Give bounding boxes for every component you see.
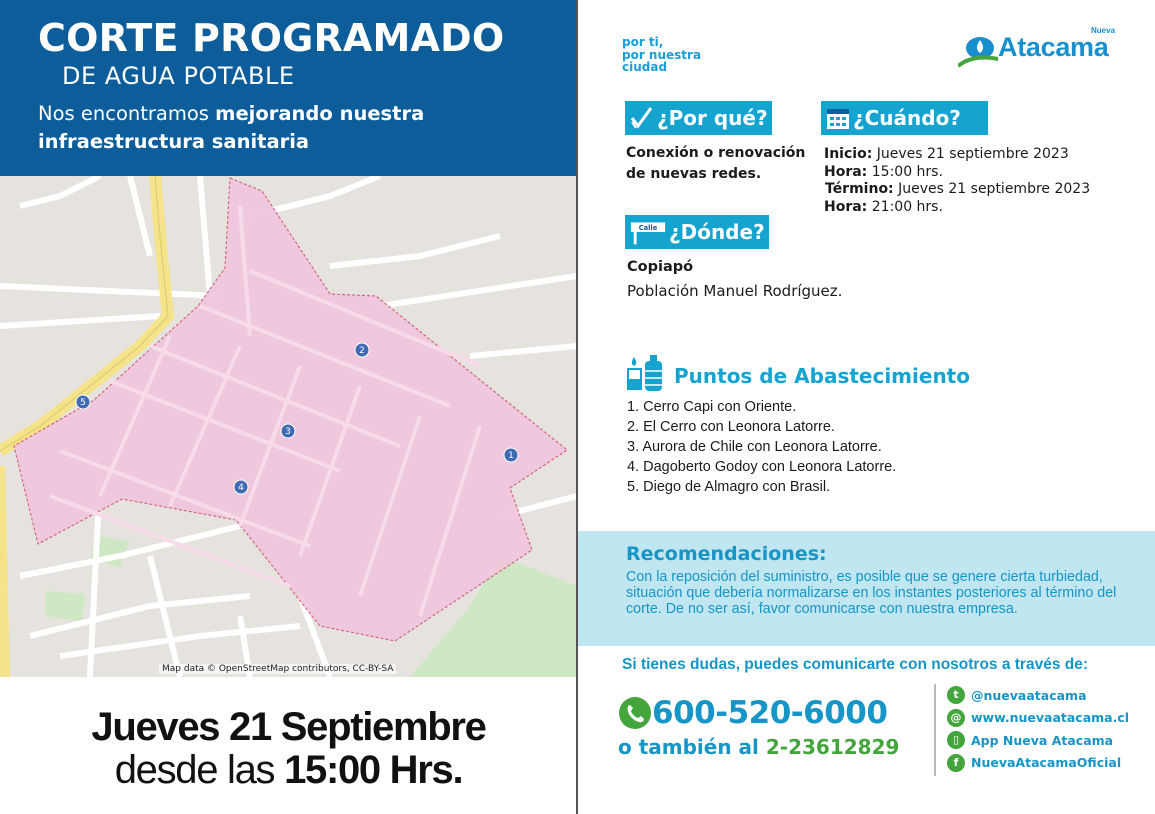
- recomendaciones-box: [578, 531, 1155, 646]
- map-canvas: [0, 176, 577, 677]
- social-app[interactable]: [947, 729, 1129, 752]
- water-bottle-icon: [626, 353, 666, 393]
- marker-3: [281, 424, 295, 438]
- checkmark-icon: [629, 104, 655, 132]
- alt-phone: [618, 735, 899, 759]
- contact-separator: [934, 684, 936, 776]
- slogan-line-3: ciudad: [622, 60, 668, 74]
- right-panel: [578, 0, 1155, 814]
- date-line-2-bold: 15:00 Hrs.: [284, 748, 463, 792]
- twitter-icon: t: [947, 686, 965, 704]
- svg-text:2: 2: [359, 346, 365, 356]
- slogan-line-1: por ti,: [622, 35, 664, 49]
- cuando-details: [824, 146, 1090, 216]
- contact-intro: Si tienes dudas, puedes comunicarte con nosotros a través de:: [622, 656, 1088, 673]
- termino-label: Término:: [825, 181, 894, 197]
- logo-tag: Nueva: [1091, 26, 1116, 35]
- hero-intro-bold: mejorando nuestra infraestructura sanitaria: [38, 102, 425, 153]
- donde-label: ¿Dónde?: [669, 220, 765, 244]
- cuando-heading: [821, 101, 988, 135]
- website-link[interactable]: www.nuevaatacama.cl: [971, 710, 1130, 726]
- web-at-icon: @: [947, 709, 965, 727]
- svg-text:3: 3: [285, 427, 291, 437]
- hero-intro: [38, 100, 558, 156]
- hora-inicio-label: Hora:: [824, 163, 868, 180]
- list-item: 5. Diego de Almagro con Brasil.: [627, 479, 831, 495]
- donde-heading: [625, 215, 769, 249]
- puntos-heading: Puntos de Abastecimiento: [674, 364, 970, 388]
- app-phone-icon: ▯: [947, 731, 965, 749]
- hero-title: CORTE PROGRAMADO: [38, 16, 505, 60]
- marker-2: [355, 343, 369, 357]
- logo-drop-icon: [958, 26, 998, 70]
- alt-phone-prefix: o también al: [618, 735, 766, 759]
- puntos-list: [627, 397, 896, 497]
- marker-4: [234, 480, 248, 494]
- map-credit[interactable]: Map data © OpenStreetMap contributors, CC-BY-SA: [159, 664, 396, 674]
- svg-text:5: 5: [80, 398, 86, 408]
- hora-termino-label: Hora:: [824, 198, 868, 215]
- logo-name: Atacama: [998, 32, 1109, 62]
- hero-banner: [0, 0, 577, 176]
- whatsapp-icon: [618, 696, 652, 730]
- svg-text:Calle: Calle: [638, 224, 658, 233]
- main-phone-number[interactable]: 600-520-6000: [652, 695, 888, 731]
- inicio-label: Inicio:: [824, 146, 873, 162]
- facebook-icon: f: [947, 754, 965, 772]
- date-line-2-normal: desde las: [114, 748, 285, 792]
- brand-slogan: [622, 36, 701, 74]
- facebook-handle[interactable]: NuevaAtacamaOficial: [971, 755, 1122, 771]
- social-twitter[interactable]: [947, 684, 1129, 707]
- date-line-2: [0, 748, 577, 793]
- marker-5: [76, 395, 90, 409]
- list-item: 2. El Cerro con Leonora Latorre.: [627, 419, 835, 435]
- date-line-1: Jueves 21 Septiembre: [91, 705, 486, 749]
- app-name[interactable]: App Nueva Atacama: [971, 732, 1114, 748]
- alt-phone-number[interactable]: 2-23612829: [765, 735, 900, 759]
- date-banner: [0, 677, 577, 814]
- inicio-value: Jueves 21 septiembre 2023: [876, 146, 1069, 162]
- hora-termino-value: 21:00 hrs.: [871, 198, 943, 215]
- social-links: [947, 684, 1129, 774]
- hero-subtitle: DE AGUA POTABLE: [62, 62, 295, 90]
- svg-text:4: 4: [238, 483, 244, 493]
- hora-inicio-value: 15:00 hrs.: [871, 163, 943, 180]
- calendar-icon: [825, 104, 851, 132]
- list-item: 4. Dagoberto Godoy con Leonora Latorre.: [627, 459, 897, 475]
- left-panel: [0, 0, 577, 814]
- social-web[interactable]: [947, 707, 1129, 730]
- street-sign-icon: [629, 218, 667, 246]
- twitter-handle[interactable]: @nuevaatacama: [971, 687, 1087, 703]
- por-que-label: ¿Por qué?: [657, 106, 768, 130]
- list-item: 1. Cerro Capi con Oriente.: [627, 399, 797, 415]
- company-logo: [958, 26, 1123, 70]
- donde-place: Población Manuel Rodríguez.: [627, 282, 843, 300]
- svg-text:1: 1: [508, 451, 514, 461]
- cuando-label: ¿Cuándo?: [853, 106, 961, 130]
- termino-value: Jueves 21 septiembre 2023: [898, 181, 1091, 197]
- list-item: 3. Aurora de Chile con Leonora Latorre.: [627, 439, 882, 455]
- outage-map[interactable]: [0, 176, 577, 677]
- hero-intro-normal: Nos encontramos: [38, 102, 216, 125]
- donde-city: Copiapó: [627, 259, 694, 275]
- slogan-line-2: por nuestra: [622, 47, 702, 62]
- social-facebook[interactable]: [947, 752, 1129, 775]
- por-que-heading: [625, 101, 772, 135]
- main-phone[interactable]: [618, 695, 887, 731]
- recomendaciones-heading: Recomendaciones:: [626, 543, 827, 565]
- por-que-text: Conexión o renovación de nuevas redes.: [626, 145, 806, 182]
- recomendaciones-body: Con la reposición del suministro, es posible que se genere cierta turbiedad, situación que debería normalizarse en los instantes posteriores al término del corte. De no ser así, favor comunicarse con nuestra empresa.: [626, 569, 1117, 617]
- marker-1: [504, 448, 518, 462]
